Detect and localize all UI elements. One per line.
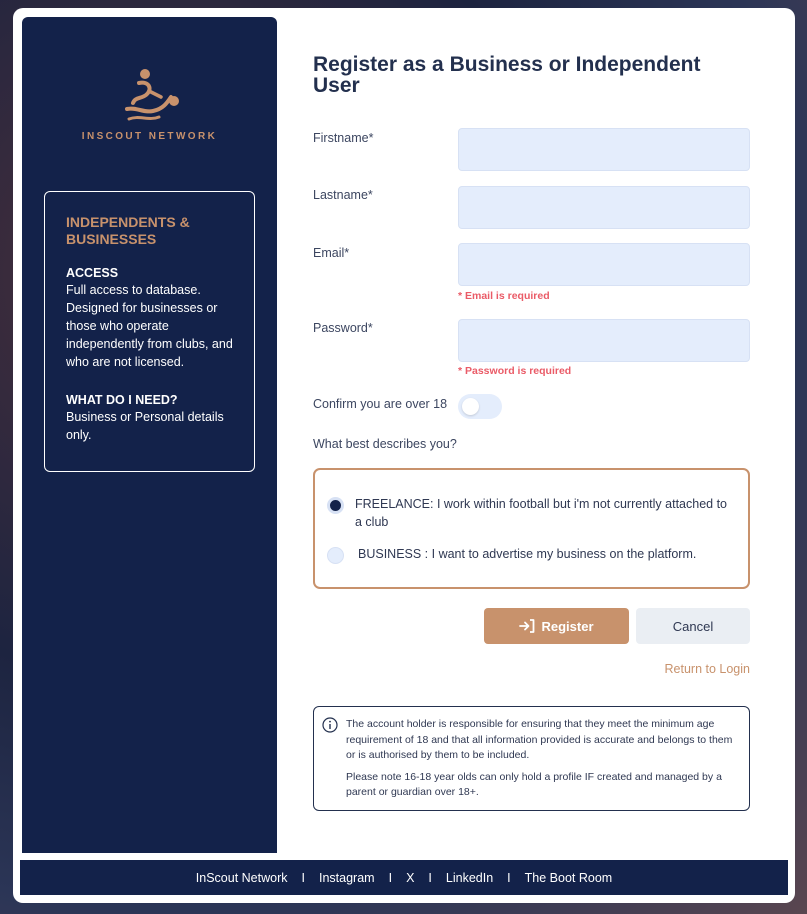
option-freelance-label: FREELANCE: I work within football but i'm not currently attached to a club	[355, 497, 727, 529]
lastname-label: Lastname*	[313, 188, 373, 202]
age-confirm-label: Confirm you are over 18	[313, 397, 448, 411]
need-heading: WHAT DO I NEED?	[66, 393, 178, 407]
footer-separator: I	[507, 870, 511, 885]
logo-runner-icon	[119, 67, 181, 125]
register-button[interactable]	[484, 608, 629, 644]
card-title: INDEPENDENTS & BUSINESSES	[66, 214, 190, 247]
lastname-input[interactable]	[458, 186, 750, 229]
firstname-label: Firstname*	[313, 131, 374, 145]
email-label: Email*	[313, 246, 350, 260]
login-arrow-icon	[519, 619, 535, 633]
sidebar-panel	[22, 17, 277, 853]
footer-separator: I	[428, 870, 432, 885]
radio-freelance[interactable]	[327, 497, 344, 514]
footer-separator: I	[301, 870, 305, 885]
option-business-label: BUSINESS : I want to advertise my business on the platform.	[358, 547, 697, 561]
firstname-input[interactable]	[458, 128, 750, 171]
radio-business[interactable]	[327, 547, 344, 564]
access-text: Full access to database. Designed for businesses or those who operate independently from clubs, and who are not licensed.	[66, 283, 233, 369]
footer-link-boot-room[interactable]: The Boot Room	[524, 870, 613, 885]
access-heading: ACCESS	[66, 266, 119, 280]
brand-name: INSCOUT NETWORK	[81, 131, 218, 142]
age-confirm-toggle[interactable]	[458, 394, 502, 419]
footer-link-instagram[interactable]: Instagram	[319, 870, 375, 885]
page-title: Register as a Business or Independent User	[313, 53, 701, 97]
register-label: Register	[541, 618, 594, 634]
register-modal	[13, 8, 795, 903]
need-text: Business or Personal details only.	[66, 410, 224, 442]
account-type-card	[44, 191, 255, 472]
footer-link-linkedin[interactable]: LinkedIn	[445, 870, 494, 885]
age-notice	[313, 706, 750, 811]
return-to-login-link[interactable]: Return to Login	[664, 662, 750, 676]
notice-paragraph-1: The account holder is responsible for ensuring that they meet the minimum age requirement of 18 and that all information provided is accurate and belongs to them or is authorised by them to be included.	[346, 718, 733, 761]
footer-nav	[20, 860, 788, 895]
option-business[interactable]	[327, 545, 737, 564]
describe-label: What best describes you?	[313, 437, 457, 451]
password-input[interactable]	[458, 319, 750, 362]
footer-link-inscout[interactable]: InScout Network	[195, 870, 288, 885]
option-freelance[interactable]	[327, 495, 727, 531]
email-error: * Email is required	[458, 290, 550, 302]
email-input[interactable]	[458, 243, 750, 286]
notice-paragraph-2: Please note 16-18 year olds can only hold a profile IF created and managed by a parent or guardian over 18+.	[346, 770, 722, 798]
password-error: * Password is required	[458, 365, 572, 377]
footer-separator: I	[388, 870, 393, 885]
footer-link-x[interactable]: X	[406, 870, 415, 885]
password-label: Password*	[313, 321, 373, 335]
brand-logo	[22, 67, 277, 142]
info-icon	[322, 717, 338, 733]
toggle-knob	[462, 398, 479, 415]
cancel-button[interactable]: Cancel	[636, 608, 750, 644]
user-type-group	[313, 468, 750, 589]
